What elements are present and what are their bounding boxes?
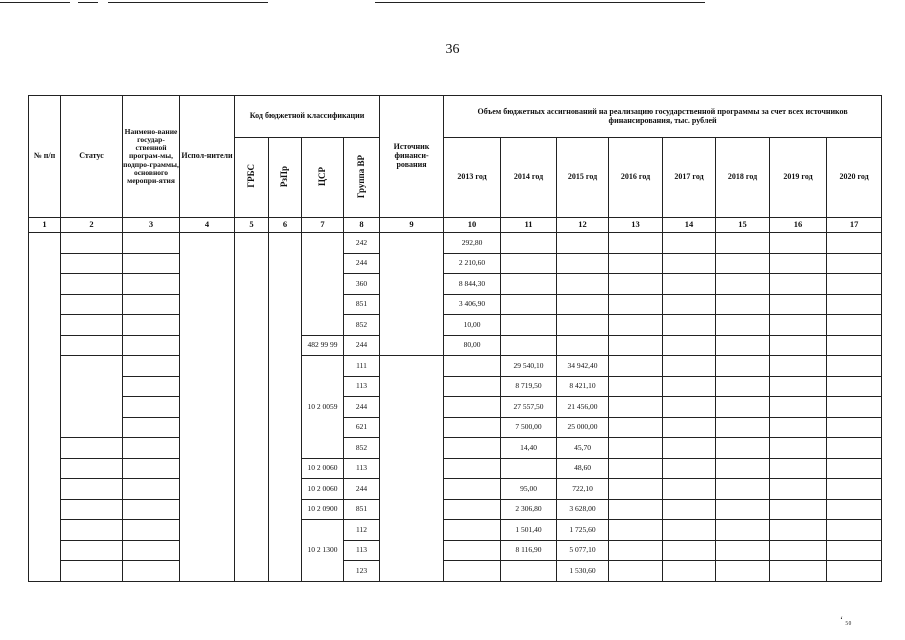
column-number: 7 xyxy=(302,218,344,233)
cell-year-empty xyxy=(827,397,882,418)
cell-name xyxy=(123,458,180,479)
cell-year-empty xyxy=(827,315,882,336)
cell-name xyxy=(123,561,180,582)
cell-2013: 2 210,60 xyxy=(444,253,501,274)
header-executors: Испол-нители xyxy=(180,96,235,218)
cell-vr: 852 xyxy=(344,315,380,336)
cell-year-empty xyxy=(716,561,770,582)
cell-year-empty xyxy=(716,294,770,315)
cell-2015: 25 000,00 xyxy=(557,417,609,438)
cell-status xyxy=(61,520,123,541)
header-year-2014: 2014 год xyxy=(501,138,557,218)
top-rule-right xyxy=(375,2,705,3)
cell-year-empty xyxy=(716,520,770,541)
column-number: 13 xyxy=(609,218,663,233)
cell-year-empty xyxy=(827,479,882,500)
cell-2013 xyxy=(444,438,501,459)
cell-vr: 244 xyxy=(344,479,380,500)
cell-year-empty xyxy=(770,335,827,356)
cell-year-empty xyxy=(716,233,770,254)
table-row xyxy=(29,335,882,356)
header-year-2013: 2013 год xyxy=(444,138,501,218)
cell-2014: 7 500,00 xyxy=(501,417,557,438)
cell-year-empty xyxy=(609,233,663,254)
cell-2015 xyxy=(557,233,609,254)
table-row xyxy=(29,417,882,438)
cell-vr: 360 xyxy=(344,274,380,295)
cell-year-empty xyxy=(716,458,770,479)
cell-name xyxy=(123,233,180,254)
cell-year-empty xyxy=(770,253,827,274)
cell-year-empty xyxy=(609,335,663,356)
cell-status xyxy=(61,499,123,520)
table-row xyxy=(29,233,882,254)
cell-vr: 852 xyxy=(344,438,380,459)
cell-2013 xyxy=(444,540,501,561)
cell-2013 xyxy=(444,458,501,479)
cell-year-empty xyxy=(609,499,663,520)
cell-2014 xyxy=(501,294,557,315)
cell-vr: 244 xyxy=(344,253,380,274)
cell-csr: 10 2 0900 xyxy=(302,499,344,520)
cell-year-empty xyxy=(770,520,827,541)
header-year-2019: 2019 год xyxy=(770,138,827,218)
cell-year-empty xyxy=(827,499,882,520)
column-number: 16 xyxy=(770,218,827,233)
cell-year-empty xyxy=(716,417,770,438)
cell-year-empty xyxy=(827,438,882,459)
cell-year-empty xyxy=(663,499,716,520)
cell-2014 xyxy=(501,253,557,274)
cell-year-empty xyxy=(770,540,827,561)
cell-year-empty xyxy=(770,274,827,295)
cell-year-empty xyxy=(827,417,882,438)
cell-status xyxy=(61,274,123,295)
cell-year-empty xyxy=(827,335,882,356)
cell-2014 xyxy=(501,458,557,479)
table-row xyxy=(29,356,882,377)
cell-csr: 482 99 99 xyxy=(302,335,344,356)
cell-year-empty xyxy=(827,376,882,397)
cell-status xyxy=(61,438,123,459)
cell-2014: 27 557,50 xyxy=(501,397,557,418)
table-row xyxy=(29,376,882,397)
header-year-2017: 2017 год xyxy=(663,138,716,218)
cell-2014: 95,00 xyxy=(501,479,557,500)
cell-2015: 8 421,10 xyxy=(557,376,609,397)
cell-vr: 242 xyxy=(344,233,380,254)
corner-mark: ʻ ₅₀ xyxy=(840,615,852,625)
cell-year-empty xyxy=(663,438,716,459)
cell-2015 xyxy=(557,294,609,315)
cell-year-empty xyxy=(716,540,770,561)
table-row xyxy=(29,479,882,500)
cell-vr: 113 xyxy=(344,458,380,479)
cell-year-empty xyxy=(609,458,663,479)
cell-year-empty xyxy=(609,479,663,500)
cell-status xyxy=(61,233,123,254)
cell-year-empty xyxy=(827,233,882,254)
cell-year-empty xyxy=(827,253,882,274)
cell-name xyxy=(123,376,180,397)
cell-2013: 292,80 xyxy=(444,233,501,254)
cell-2014: 14,40 xyxy=(501,438,557,459)
cell-year-empty xyxy=(663,479,716,500)
cell-name xyxy=(123,479,180,500)
header-year-2018: 2018 год xyxy=(716,138,770,218)
table-row xyxy=(29,315,882,336)
cell-name xyxy=(123,253,180,274)
cell-vr: 113 xyxy=(344,540,380,561)
header-csr: ЦСР xyxy=(302,138,344,218)
cell-2015: 1 725,60 xyxy=(557,520,609,541)
cell-year-empty xyxy=(609,315,663,336)
cell-year-empty xyxy=(716,274,770,295)
cell-status xyxy=(61,253,123,274)
cell-year-empty xyxy=(663,376,716,397)
cell-year-empty xyxy=(770,397,827,418)
cell-year-empty xyxy=(609,520,663,541)
table-row xyxy=(29,274,882,295)
table-row xyxy=(29,438,882,459)
cell-name xyxy=(123,397,180,418)
table-row xyxy=(29,540,882,561)
column-number: 14 xyxy=(663,218,716,233)
cell-2015: 1 530,60 xyxy=(557,561,609,582)
cell-year-empty xyxy=(827,294,882,315)
table-row xyxy=(29,499,882,520)
cell-status xyxy=(61,335,123,356)
cell-2015 xyxy=(557,315,609,336)
cell-year-empty xyxy=(770,417,827,438)
cell-year-empty xyxy=(663,274,716,295)
header-source: Источник финанси-рования xyxy=(380,96,444,218)
cell-2013: 3 406,90 xyxy=(444,294,501,315)
cell-year-empty xyxy=(827,520,882,541)
cell-2014: 8 116,90 xyxy=(501,540,557,561)
cell-2015: 21 456,00 xyxy=(557,397,609,418)
header-name: Наимено-вание государ-ственной програм-мы, подпро-граммы, основного меропри-ятия xyxy=(123,96,180,218)
cell-name xyxy=(123,294,180,315)
cell-year-empty xyxy=(770,499,827,520)
cell-vr: 851 xyxy=(344,499,380,520)
table-data-body xyxy=(29,233,882,582)
cell-2015 xyxy=(557,253,609,274)
cell-2015: 45,70 xyxy=(557,438,609,459)
cell-year-empty xyxy=(770,438,827,459)
cell-2014: 8 719,50 xyxy=(501,376,557,397)
header-num: № п/п xyxy=(29,96,61,218)
cell-name xyxy=(123,335,180,356)
table-row xyxy=(29,520,882,541)
cell-2014: 2 306,80 xyxy=(501,499,557,520)
cell-status xyxy=(61,458,123,479)
column-number: 12 xyxy=(557,218,609,233)
cell-year-empty xyxy=(663,356,716,377)
table-row xyxy=(29,253,882,274)
budget-table xyxy=(28,95,882,582)
top-rule-mid xyxy=(78,2,98,3)
column-number: 8 xyxy=(344,218,380,233)
table-row xyxy=(29,561,882,582)
cell-year-empty xyxy=(827,356,882,377)
column-number: 17 xyxy=(827,218,882,233)
cell-executors xyxy=(180,233,235,582)
header-year-2015: 2015 год xyxy=(557,138,609,218)
column-number: 9 xyxy=(380,218,444,233)
cell-vr: 111 xyxy=(344,356,380,377)
cell-vr: 112 xyxy=(344,520,380,541)
cell-source xyxy=(380,356,444,582)
cell-year-empty xyxy=(770,458,827,479)
header-year-2020: 2020 год xyxy=(827,138,882,218)
cell-2013 xyxy=(444,479,501,500)
cell-year-empty xyxy=(609,356,663,377)
cell-year-empty xyxy=(716,253,770,274)
cell-source xyxy=(380,233,444,356)
cell-year-empty xyxy=(663,397,716,418)
cell-2013 xyxy=(444,561,501,582)
cell-year-empty xyxy=(770,479,827,500)
cell-year-empty xyxy=(827,458,882,479)
cell-year-empty xyxy=(609,274,663,295)
cell-num xyxy=(29,233,61,582)
cell-year-empty xyxy=(609,438,663,459)
column-number: 10 xyxy=(444,218,501,233)
cell-year-empty xyxy=(827,540,882,561)
cell-year-empty xyxy=(716,315,770,336)
cell-year-empty xyxy=(663,315,716,336)
cell-2015 xyxy=(557,335,609,356)
cell-name xyxy=(123,520,180,541)
cell-year-empty xyxy=(770,294,827,315)
cell-year-empty xyxy=(609,540,663,561)
cell-vr: 113 xyxy=(344,376,380,397)
cell-status xyxy=(61,479,123,500)
cell-csr: 10 2 0060 xyxy=(302,479,344,500)
cell-name xyxy=(123,274,180,295)
cell-name xyxy=(123,356,180,377)
cell-year-empty xyxy=(663,233,716,254)
cell-year-empty xyxy=(827,274,882,295)
cell-year-empty xyxy=(663,458,716,479)
cell-2014: 1 501,40 xyxy=(501,520,557,541)
cell-year-empty xyxy=(827,561,882,582)
cell-2013: 10,00 xyxy=(444,315,501,336)
cell-2015: 3 628,00 xyxy=(557,499,609,520)
cell-csr: 10 2 0060 xyxy=(302,458,344,479)
cell-csr: 10 2 1300 xyxy=(302,520,344,582)
cell-2013 xyxy=(444,499,501,520)
header-grbs: ГРБС xyxy=(235,138,269,218)
cell-name xyxy=(123,315,180,336)
column-number: 11 xyxy=(501,218,557,233)
cell-status xyxy=(61,294,123,315)
cell-year-empty xyxy=(716,479,770,500)
cell-year-empty xyxy=(770,233,827,254)
cell-csr: 10 2 0059 xyxy=(302,356,344,459)
cell-year-empty xyxy=(663,335,716,356)
column-number: 1 xyxy=(29,218,61,233)
cell-year-empty xyxy=(663,520,716,541)
cell-name xyxy=(123,417,180,438)
header-budget-code: Код бюджетной классификации xyxy=(235,96,380,138)
cell-vr: 621 xyxy=(344,417,380,438)
cell-year-empty xyxy=(663,561,716,582)
cell-csr xyxy=(302,233,344,336)
cell-status xyxy=(61,540,123,561)
cell-2014 xyxy=(501,315,557,336)
cell-year-empty xyxy=(716,376,770,397)
cell-year-empty xyxy=(716,397,770,418)
cell-year-empty xyxy=(716,356,770,377)
cell-vr: 244 xyxy=(344,335,380,356)
header-status: Статус xyxy=(61,96,123,218)
cell-year-empty xyxy=(770,376,827,397)
cell-2014 xyxy=(501,274,557,295)
cell-rzpr xyxy=(269,233,302,582)
cell-2013 xyxy=(444,520,501,541)
cell-2013: 8 844,30 xyxy=(444,274,501,295)
cell-2015: 48,60 xyxy=(557,458,609,479)
cell-year-empty xyxy=(663,540,716,561)
column-number: 2 xyxy=(61,218,123,233)
cell-status xyxy=(61,315,123,336)
cell-2013 xyxy=(444,356,501,377)
cell-status xyxy=(61,561,123,582)
cell-year-empty xyxy=(609,397,663,418)
table-row xyxy=(29,458,882,479)
cell-year-empty xyxy=(609,417,663,438)
cell-grbs xyxy=(235,233,269,582)
cell-year-empty xyxy=(770,561,827,582)
cell-year-empty xyxy=(609,253,663,274)
cell-vr: 851 xyxy=(344,294,380,315)
cell-2015: 34 942,40 xyxy=(557,356,609,377)
column-number: 4 xyxy=(180,218,235,233)
cell-year-empty xyxy=(663,294,716,315)
table-row xyxy=(29,397,882,418)
cell-status xyxy=(61,356,123,438)
cell-2013 xyxy=(444,376,501,397)
cell-year-empty xyxy=(663,253,716,274)
cell-year-empty xyxy=(716,438,770,459)
cell-year-empty xyxy=(716,499,770,520)
page-number: 36 xyxy=(445,42,460,57)
cell-2013 xyxy=(444,397,501,418)
cell-year-empty xyxy=(770,356,827,377)
cell-year-empty xyxy=(609,376,663,397)
top-rule-left xyxy=(0,2,70,3)
cell-year-empty xyxy=(663,417,716,438)
cell-2015: 5 077,10 xyxy=(557,540,609,561)
cell-vr: 244 xyxy=(344,397,380,418)
cell-vr: 123 xyxy=(344,561,380,582)
cell-year-empty xyxy=(770,315,827,336)
cell-2013: 80,00 xyxy=(444,335,501,356)
header-vr: Группа ВР xyxy=(344,138,380,218)
cell-2015: 722,10 xyxy=(557,479,609,500)
cell-2013 xyxy=(444,417,501,438)
top-rule-center xyxy=(108,2,268,3)
column-number: 3 xyxy=(123,218,180,233)
cell-2014: 29 540,10 xyxy=(501,356,557,377)
cell-2015 xyxy=(557,274,609,295)
cell-name xyxy=(123,540,180,561)
cell-2014 xyxy=(501,561,557,582)
header-year-2016: 2016 год xyxy=(609,138,663,218)
cell-year-empty xyxy=(716,335,770,356)
table-row xyxy=(29,294,882,315)
header-volume: Объем бюджетных ассигнований на реализацию государственной программы за счет всех источников финансирования, тыс. рублей xyxy=(444,96,882,138)
cell-year-empty xyxy=(609,561,663,582)
header-rzpr: РзПр xyxy=(269,138,302,218)
cell-2014 xyxy=(501,233,557,254)
cell-name xyxy=(123,499,180,520)
column-number: 5 xyxy=(235,218,269,233)
cell-2014 xyxy=(501,335,557,356)
cell-year-empty xyxy=(609,294,663,315)
column-number-row xyxy=(29,218,882,233)
column-number: 15 xyxy=(716,218,770,233)
column-number: 6 xyxy=(269,218,302,233)
cell-name xyxy=(123,438,180,459)
